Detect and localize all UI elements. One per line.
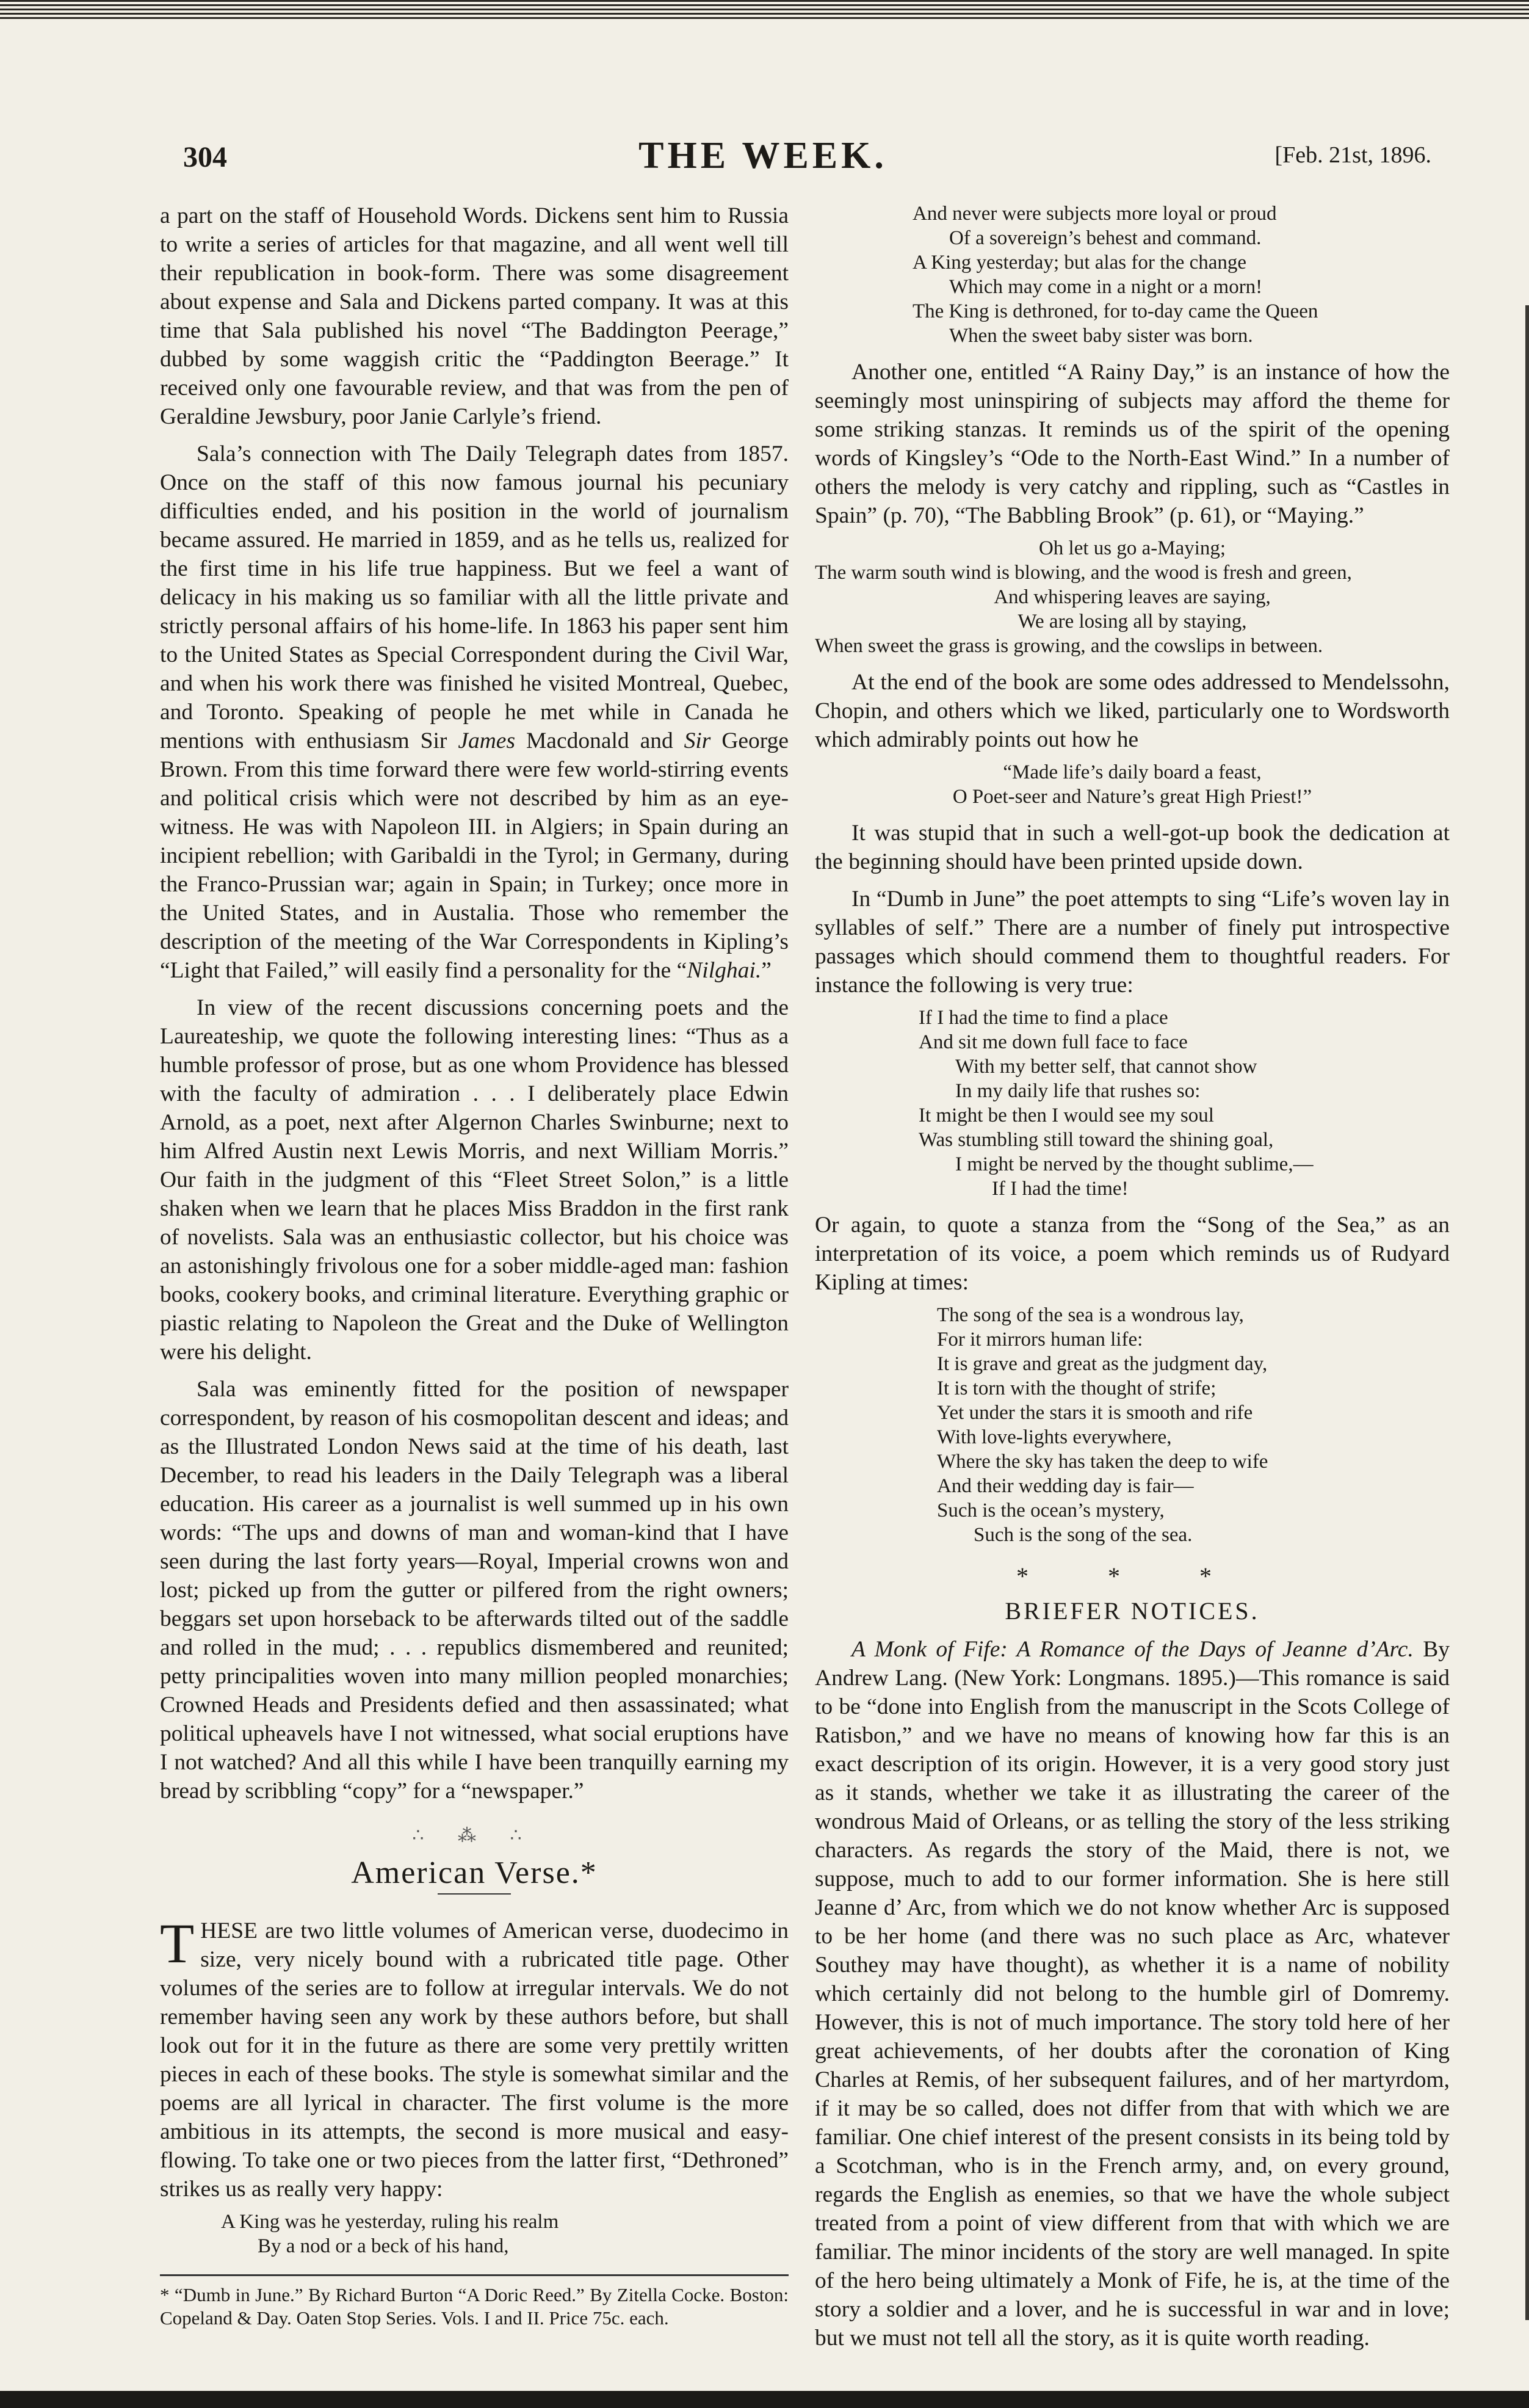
verse-line: We are losing all by staying, [1018,611,1247,633]
verse-line: Oh let us go a-Maying; [1038,537,1226,559]
verse-line: And their wedding day is fair— [937,1475,1194,1497]
verse-line: Of a sovereign’s behest and command. [949,227,1262,249]
verse-line: Yet under the stars it is smooth and rife [937,1402,1253,1424]
footnote-rule [160,2274,789,2276]
paragraph: Another one, entitled “A Rainy Day,” is an instance of how the seemingly most uninspiring of subjects may afford the theme for some striking stanzas. It reminds us of the spirit of the opening words of Kingsley’s “Ode to the North-East Wind.” In a number of others the melody is very catchy and rippling, such as “Castles in Spain” (p. 70), “The Babbling Brook” (p. 61), or “Maying.” [815,360,1450,528]
page-header [0,134,1529,195]
verse-block [919,1006,1450,1201]
verse-line: And never were subjects more loyal or proud [913,203,1277,225]
verse-line: If I had the time! [992,1178,1129,1200]
bottom-border-rule [0,2391,1529,2408]
verse-line: O Poet-seer and Nature’s great High Priest!” [952,786,1312,808]
verse-line: When sweet the grass is growing, and the cowslips in between. [815,635,1323,657]
verse-line: The King is dethroned, for to-day came the Queen [913,300,1318,322]
verse-block [913,201,1450,348]
verse-block [815,536,1450,658]
verse-line: With my better self, that cannot show [955,1056,1257,1078]
verse-line: If I had the time to find a place [919,1007,1168,1029]
verse-block [221,2210,789,2258]
paragraph: At the end of the book are some odes addressed to Mendelssohn, Chopin, and others which we liked, particularly one to Wordsworth which admirably points out how he [815,670,1450,752]
paragraph: A Monk of Fife: A Romance of the Days of Jeanne d’Arc. By Andrew Lang. (New York: Longmans. 1895.)—This romance is said to be “done into English from the manuscript in the Scots College of Ratisbon,” and we have no means of knowing how far this is an exact description of its origin. However, it is a very good story just as it stands, whether we take it as illustrating the career of the wondrous Maid of Orleans, or as telling the story of the less striking characters. As regards the story of the Maid, there is not, we suppose, much to add to our former information. She is here still Jeanne d’ Arc, from which we do not know whether Arc is supposed to be her home (and there was no such place as Arc, whatever Southey may have thought), as whether it is a name of nobility which certainly did not belong to the humble girl of Domremy. However, this is not of much importance. The story told here of her great achievements, of her doubts after the coronation of King Charles at Remis, of her subsequent failures, and of her martyrdom, if it may be so called, does not differ from that with which we are familiar. One chief interest of the present consists in its being told by a Scotchman, who is in the French army, and, on every ground, regards the English as enemies, so that we have the whole subject treated from a point of view different from that with which we are familiar. The minor incidents of the story are well managed. In spite of the hero being ultimately a Monk of Fife, he is, at the time of the story a soldier and a lover, and he is successful in war and in love; but we must not tell all the story, as it is quite worth reading. [815,1637,1450,2351]
footnote: * “Dumb in June.” By Richard Burton “A Doric Reed.” By Zitella Cocke. Boston: Copeland & Day. Oaten Stop Series. Vols. I and II. Price 75c. each. [160,2284,789,2329]
paragraph: In “Dumb in June” the poet attempts to sing “Life’s woven lay in syllables of self.” There are a number of finely put introspective passages which should commend them to thoughtful readers. For instance the following is very true: [815,887,1450,998]
verse-line: For it mirrors human life: [937,1329,1143,1351]
verse-line: I might be nerved by the thought sublime,— [955,1153,1314,1175]
verse-line: Was stumbling still toward the shining goal, [919,1129,1274,1151]
title-rule [438,1893,511,1895]
paragraph: Sala was eminently fitted for the position of newspaper correspondent, by reason of his cosmopolitan descent and ideas; and as the Illustrated London News said at the time of his death, last December, to read his leaders in the Daily Telegraph was a liberal education. His career as a journalist is well summed up in his own words: “The ups and downs of man and woman-kind that I have seen during the last forty years—Royal, Imperial crowns won and lost; picked up from the gutter or pilfered from the right owners; beggars set upon horseback to be afterwards tilted out of the saddle and rolled in the mud; . . . republics dismembered and reunited; petty principalities woven into many million peopled monarchies; Crowned Heads and Presidents defied and then assassinated; what political upheavels have I not witnessed, what social eruptions have I not watched? And all this while I have been tranquilly earning my bread by scribbling “copy” for a “newspaper.” [160,1377,789,1804]
verse-block [815,760,1450,809]
section-title: BRIEFER NOTICES. [1005,1597,1260,1625]
right-edge-rule [1525,305,1529,2320]
verse-line: When the sweet baby sister was born. [949,325,1253,347]
verse-line: A King yesterday; but alas for the change [913,252,1247,274]
right-column [815,201,1450,2352]
paragraph: It was stupid that in such a well-got-up book the dedication at the beginning should have been printed upside down. [815,821,1450,874]
section-stars: * * * [1016,1562,1248,1590]
verse-line: The song of the sea is a wondrous lay, [937,1304,1244,1326]
verse-line: A King was he yesterday, ruling his realm [221,2211,559,2233]
page-number: 304 [183,141,227,173]
verse-line: And sit me down full face to face [919,1031,1188,1053]
verse-line: Where the sky has taken the deep to wife [937,1451,1268,1473]
paragraph: In view of the recent discussions concerning poets and the Laureateship, we quote the following interesting lines: “Thus as a humble professor of prose, but as one whom Providence has blessed with the faculty of admiration . . . I deliberately place Edwin Arnold, as a poet, next after Algernon Charles Swinburne; next to him Alfred Austin next Lewis Morris, and next William Morris.” Our faith in the judgment of this “Fleet Street Solon,” is a little shaken when we learn that he places Miss Braddon in the first rank of novelists. Sala was an enthusiastic collector, but his choice was an astonishingly frivolous one for a sober middle-aged man: fashion books, cookery books, and criminal literature. Everything graphic or piastic relating to Napoleon the Great and the Duke of Wellington were his delight. [160,995,789,1365]
verse-line: It might be then I would see my soul [919,1104,1214,1126]
paragraph: Sala’s connection with The Daily Telegraph dates from 1857. Once on the staff of this now famous journal his pecuniary difficulties ended, and his position in the world of journalism became assured. He married in 1859, and as he tells us, realized for the first time in his life true happiness. But we feel a want of delicacy in his making us so familiar with all the little private and strictly personal affairs of his home-life. In 1863 his paper sent him to the United States as Special Correspondent during the Civil War, and when his work there was finished he visited Montreal, Quebec, and Toronto. Speaking of people he met while in Canada he mentions with enthusiasm Sir James Macdonald and Sir George Brown. From this time forward there were few world-stirring events and political crisis which were not described by him as an eye-witness. He was with Napoleon III. in Algiers; in Spain during an incipient rebellion; with Garibaldi in the Tyrol; in Germany, during the Franco-Prussian war; again in Spain; in Turkey; once more in the United States, and in Austalia. Those who remember the description of the meeting of the War Correspondents in Kipling’s “Light that Failed,” will easily find a personality for the “Nilghai.” [160,441,789,983]
verse-line: It is torn with the thought of strife; [937,1377,1216,1399]
verse-line: And whispering leaves are saying, [994,586,1271,608]
issue-date: [Feb. 21st, 1896. [1274,142,1431,168]
verse-line: Such is the ocean’s mystery, [937,1500,1165,1521]
verse-line: Which may come in a night or a morn! [949,276,1263,298]
verse-line: “Made life’s daily board a feast, [1003,761,1262,783]
verse-line: By a nod or a beck of his hand, [258,2235,509,2257]
verse-block [937,1303,1450,1547]
section-title: American Verse.* [351,1855,598,1890]
top-border-rule [0,0,1529,21]
paragraph: a part on the staff of Household Words. Dickens sent him to Russia to write a series of articles for that magazine, and all went well till their republication in book-form. There was some disagreement about expense and Sala and Dickens parted company. It was at this time that Sala published his novel “The Baddington Peerage,” dubbed by some waggish critic the “Paddington Beerage.” It received only one favourable review, and that was from the pen of Geraldine Jewsbury, poor Janie Carlyle’s friend. [160,203,789,429]
paragraph: Or again, to quote a stanza from the “Song of the Sea,” as an interpretation of its voice, a poem which reminds us of Rudyard Kipling at times: [815,1213,1450,1295]
left-column [160,201,789,2330]
verse-line: The warm south wind is blowing, and the wood is fresh and green, [815,562,1352,584]
masthead-title: THE WEEK. [638,135,887,176]
paragraph: THESE are two little volumes of American verse, duodecimo in size, very nicely bound with a rubricated title page. Other volumes of the series are to follow at irregular intervals. We do not remember having seen any work by these authors before, but shall look out for it in the future as there are some very prettily written pieces in each of these books. The style is somewhat similar and the poems are all lyrical in character. The first volume is the more ambitious in its attempts, the second is more musical and easy-flowing. To take one or two pieces from the latter first, “Dethroned” strikes us as really very happy: [160,1912,789,2202]
verse-line: Such is the song of the sea. [974,1524,1193,1546]
verse-line: With love-lights everywhere, [937,1426,1172,1448]
verse-line: In my daily life that rushes so: [955,1080,1201,1102]
verse-line: It is grave and great as the judgment day, [937,1353,1268,1375]
ornament-divider: ∴ ⁂ ∴ [412,1826,537,1846]
